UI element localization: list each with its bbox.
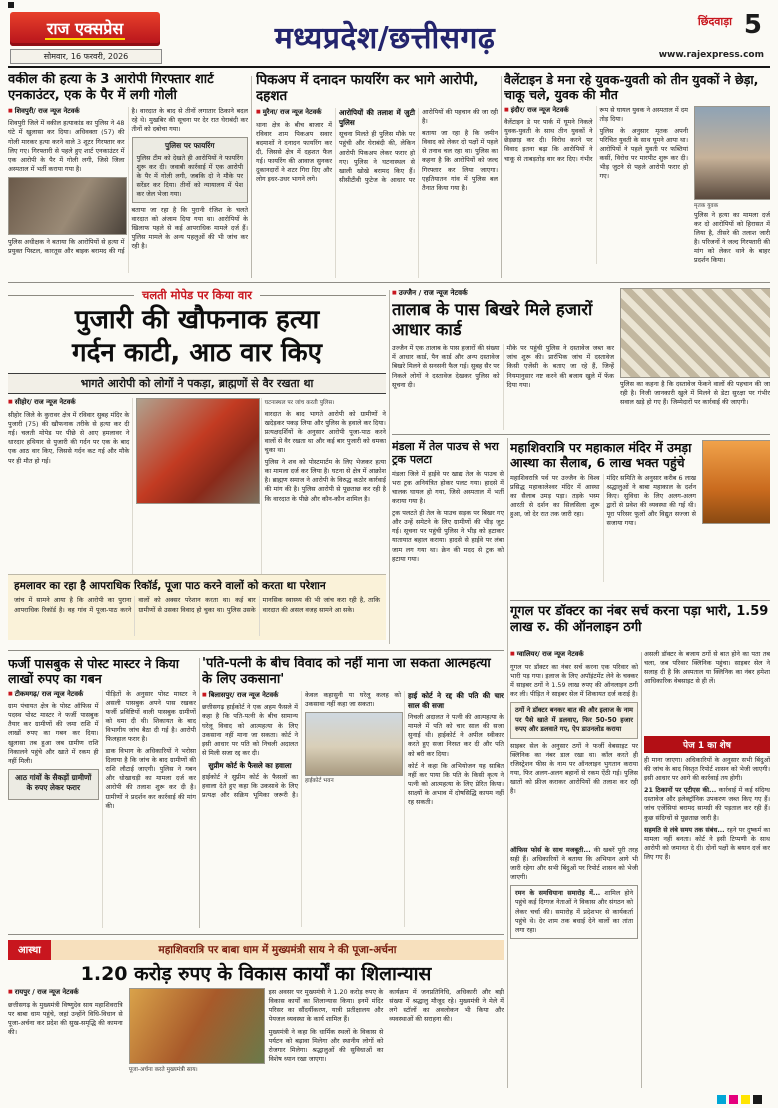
article-subhead: आरोपियों की तलाश में जुटी पुलिस: [339, 107, 415, 128]
article-paragraph: सीहोर जिले के कुरावर क्षेत्र में रविवार सुबह मंदिर के पुजारी (75) की खौफनाक तरीके से हत्या कर दी गई। चलती मोपेड पर पीछे से आए हमलावर ने धारदार हथियार से पुजारी की गर्दन पर एक के बाद एक आठ वार किए, जिससे गर्दन कट गई और मौके पर ही मौत हो गई।: [8, 411, 130, 465]
photo-column: [129, 988, 263, 1075]
article-paragraph: महाशिवरात्रि पर्व पर उज्जैन के विश्व प्रसिद्ध महाकालेश्वर मंदिर में आस्था का सैलाब उमड़ पड़ा। तड़के भस्म आरती से दर्शन का सिलसिला शुरू हुआ, जो देर रात तक जारी रहा।: [510, 473, 600, 518]
article-headline: वकील की हत्या के 3 आरोपी गिरफ्तार शार्ट एनकाउंटर, एक के पैर में लगी गोली: [8, 72, 214, 103]
article-paragraph: छत्तीसगढ़ हाईकोर्ट ने एक अहम फैसले में कहा है कि पति-पत्नी के बीच सामान्य घरेलू विवाद को आत्महत्या के लिए उकसाना नहीं माना जा सकता। कोर्ट ने इसी आधार पर पति को निचली अदालत से मिली सजा रद्द कर दी।: [202, 703, 298, 757]
section-rule: [8, 650, 504, 651]
section-rule: [8, 934, 504, 935]
brief-text: रहने पर दुष्कर्म का मामला नहीं बनता। कोर्ट ने इसी टिप्पणी के साथ आरोपी को जमानत दे दी। दोनों पक्षों के बयान दर्ज कर लिए गए हैं।: [644, 825, 770, 861]
continuation-brief: [644, 786, 770, 822]
magenta-print-mark: [729, 1095, 738, 1104]
infobox-text: पुलिस टीम को देखते ही आरोपियों ने फायरिंग शुरू कर दी। जवाबी कार्रवाई में एक आरोपी के पैर में गोली लगी, जबकि दो ने मौके पर सरेंडर कर दिया। तीनों को न्यायालय में पेश कर जेल भेजा गया।: [136, 153, 243, 198]
continuation-brief: [644, 826, 770, 862]
article-paragraph: सूचना मिलते ही पुलिस मौके पर पहुंची और घेराबंदी की, लेकिन आरोपी पिकअप लेकर फरार हो गए। पुलिस ने घटनास्थल से खाली खोखे बरामद किए हैं। सीसीटीवी फुटेज के आधार पर आरोपियों की पहचान की जा रही है।: [339, 107, 498, 184]
article-subhead: सुप्रीम कोर्ट के फैसले का हवाला: [208, 760, 292, 770]
brief-text: की खबरें पूरी तरह सही हैं। अधिकारियों ने बताया कि अभियान आगे भी जारी रहेगा और सभी बिंदुओं पर रिपोर्ट शासन को भेजी जाएगी।: [510, 846, 638, 882]
column-rule: [641, 652, 642, 1088]
article-cm-foundation: [8, 940, 504, 1098]
scattered-cards-photo: [620, 288, 770, 378]
photo-column: [694, 106, 770, 266]
article-pickup-firing: [256, 72, 498, 280]
page-number: 5: [743, 10, 762, 40]
article-headline: वैलेंटाइन डे मना रहे युवक-युवती को तीन युवकों ने छेड़ा, चाकू चले, युवक की मौत: [504, 72, 759, 103]
column-rule: [251, 76, 252, 278]
article-subhead: हाई कोर्ट ने रद्द की पति की चार साल की सजा: [408, 690, 504, 710]
highlight-box-title: हमलावर का रहा है आपराधिक रिकॉर्ड, पूजा पाठ करने वालों को करता था परेशान: [14, 580, 326, 593]
article-paragraph: निचली अदालत ने पत्नी की आत्महत्या के मामले में पति को चार साल की सजा सुनाई थी। हाईकोर्ट ने अपील स्वीकार करते हुए सजा निरस्त कर दी और पति को बरी कर दिया।: [408, 713, 504, 758]
dateline: ■ शिवपुरी/ राज न्यूज नेटवर्क: [8, 107, 125, 117]
page1-continuation-right: [644, 736, 770, 1088]
article-paragraph: पुलिस ने शव को पोस्टमार्टम के लिए भेजकर हत्या का मामला दर्ज कर लिया है। घटना से क्षेत्र में आक्रोश है। ब्राह्मण समाज ने आरोपी के विरुद्ध कठोर कार्रवाई की मांग की है। पुलिस आरोपी से पूछताछ कर रही है कि वारदात के पीछे और कौन-कौन शामिल है।: [264, 458, 386, 503]
brief-lead: सहमति से लंबे समय तक संबंध...: [644, 825, 725, 834]
firing-infobox: [132, 137, 249, 203]
incident-photo: [136, 398, 259, 504]
infobox-title: पुलिस पर फायरिंग: [165, 141, 215, 150]
dateline: ■ ग्वालियर/ राज न्यूज नेटवर्क: [510, 650, 638, 660]
kicker: चलती मोपेड पर किया वार: [8, 288, 386, 303]
article-google-fraud-col1: [510, 650, 638, 842]
article-highcourt-ruling: [202, 656, 504, 930]
article-headline-line2: गर्दन काटी, आठ वार किए: [71, 337, 323, 368]
logo-text: राज एक्सप्रेस: [46, 19, 124, 38]
article-headline-line1: पुजारी की खौफनाक हत्या: [74, 305, 320, 335]
dateline: ■ सीहोर/ राज न्यूज नेटवर्क: [8, 398, 129, 408]
article-paragraph: पुलिस अधीक्षक ने बताया कि आरोपियों से हत्या में प्रयुक्त पिस्टल, कारतूस और बाइक बरामद की गई है। वारदात के बाद से तीनों लगातार ठिकाने बदल रहे थे। मुखबिर की सूचना पर देर रात घेराबंदी कर तीनों को दबोचा गया।: [8, 106, 248, 256]
column-rule: [507, 438, 508, 1088]
article-headline: गूगल पर डॉक्टर का नंबर सर्च करना पड़ा भारी, 1.59 लाख रु. की ऑनलाइन ठगी: [510, 604, 769, 635]
temple-crowd-photo: [702, 440, 770, 524]
article-paragraph: इस अवसर पर मुख्यमंत्री ने 1.20 करोड़ रुपए के विकास कार्यों का शिलान्यास किया। इनमें मंदिर परिसर का सौंदर्यीकरण, यात्री प्रतीक्षालय और पेयजल व्यवस्था के कार्य शामिल हैं।: [268, 988, 384, 1024]
brief-lead: ऑफिस फोर्स के साथ मजबूती...: [510, 846, 591, 854]
cm-puja-photo: [129, 988, 265, 1064]
article-paragraph: पुलिस का कहना है कि दस्तावेज फेंकने वालों की पहचान की जा रही है। निजी जानकारी खुले में मिलने से डेटा सुरक्षा पर गंभीर सवाल खड़े हो गए हैं। जिम्मेदारों पर कार्रवाई की जाएगी।: [620, 380, 770, 407]
dateline: ■ उज्जैन / राज न्यूज नेटवर्क: [392, 288, 614, 298]
article-paragraph: उज्जैन में एक तालाब के पास हजारों की संख्या में आधार कार्ड, पैन कार्ड और अन्य दस्तावेज बिखरे मिलने से सनसनी फैल गई। सुबह सैर पर निकले लोगों ने दस्तावेज देखकर पुलिस को सूचना दी।: [392, 344, 500, 389]
fraud-summary-box: [8, 769, 99, 800]
dateline: ■ इंदौर/ राज न्यूज नेटवर्क: [504, 106, 593, 116]
article-headline: पिकअप में दनादन फायरिंग कर भागे आरोपी, दहशत: [256, 72, 479, 105]
article-headline: 1.20 करोड़ रुपए के विकास कार्यों का शिलान्यास: [80, 963, 432, 985]
section-rule: [392, 434, 770, 435]
article-deck: भागते आरोपी को लोगों ने पकड़ा, ब्राह्मणों से वैर रखता था: [8, 373, 386, 394]
article-paragraph: वारदात के बाद भागते आरोपी को ग्रामीणों ने खदेड़कर पकड़ लिया और पुलिस के हवाले कर दिया। प्रत्यक्षदर्शियों के अनुसार आरोपी पूजा-पाठ करने वालों से वैर रखता था और कई बार पुजारी को धमका चुका था।: [264, 409, 386, 455]
cyan-print-mark: [717, 1095, 726, 1104]
section-rule: [510, 600, 770, 601]
photo-column: [620, 288, 770, 430]
article-paragraph: गूगल पर डॉक्टर का नंबर सर्च करना एक परिवार को भारी पड़ गया। इलाज के लिए अपॉइंटमेंट लेने के चक्कर में साइबर ठगों ने 1.59 लाख रुपए की ऑनलाइन ठगी कर ली। पीड़ित ने साइबर सेल में शिकायत दर्ज कराई है।: [510, 662, 638, 698]
continuation-label: पेज 1 का शेष: [644, 736, 770, 753]
article-paragraph: डाक विभाग के अधिकारियों ने भरोसा दिलाया है कि जांच के बाद ग्रामीणों की राशि लौटाई जाएगी। पुलिस ने गबन और धोखाधड़ी का मामला दर्ज कर आरोपी की तलाश शुरू कर दी है। ग्रामीणों ने प्रदर्शन कर कार्रवाई की मांग की।: [105, 747, 196, 810]
article-google-fraud-col2: [644, 650, 770, 732]
website-url: www.rajexpress.com: [658, 50, 764, 60]
brief-lead: 21 ठिकानों पर एटीएस की...: [644, 786, 717, 795]
continuation-brief: [510, 846, 638, 882]
article-paragraph: हाईकोर्ट ने सुप्रीम कोर्ट के फैसलों का हवाला देते हुए कहा कि उकसावे के लिए प्रत्यक्ष और सक्रिय भूमिका जरूरी है। केवल कहासुनी या घरेलू कलह को उकसावा नहीं कहा जा सकता।: [202, 690, 401, 800]
black-print-mark: [753, 1095, 762, 1104]
article-paragraph: पुलिस के अनुसार मृतक अपनी परिचित युवती के साथ घूमने आया था। आरोपियों ने पहले युवती पर फब्तियां कसीं, विरोध पर मारपीट शुरू कर दी। भीड़ जुटने से पहले आरोपी फरार हो गए।: [599, 126, 688, 181]
section-rule: [8, 282, 770, 283]
article-headline: फर्जी पासबुक से पोस्ट मास्टर ने किया लाखों रुपए का गबन: [8, 656, 179, 687]
article-valentine-murder: [504, 72, 770, 280]
brief-text: कार्रवाई में कई संदिग्ध दस्तावेज और इलेक्ट्रॉनिक उपकरण जब्त किए गए हैं। जांच एजेंसियां बरामद सामग्री की पड़ताल कर रही हैं। कुछ संदिग्धों से पूछताछ जारी है।: [644, 786, 770, 822]
article-headline: 'पति-पत्नी के बीच विवाद को नहीं माना जा सकता आत्महत्या के लिए उकसाना': [202, 656, 491, 687]
article-postmaster-fraud: [8, 656, 196, 930]
article-paragraph: मौके पर पहुंची पुलिस ने दस्तावेज जब्त कर जांच शुरू की। प्रारंभिक जांच में दस्तावेज किसी एजेंसी के बताए जा रहे हैं, जिन्हें नियमानुसार नष्ट करने की बजाय खुले में फेंक दिया गया।: [506, 344, 614, 389]
article-mahakal-temple: [510, 440, 770, 598]
article-paragraph: कोर्ट ने कहा कि अभियोजन यह साबित नहीं कर पाया कि पति के किसी कृत्य ने पत्नी को आत्महत्या के लिए प्रेरित किया। साक्ष्यों के अभाव में दोषसिद्धि कायम नहीं रह सकती।: [408, 761, 504, 806]
article-paragraph: साइबर सेल के अनुसार ठगों ने फर्जी वेबसाइट पर क्लिनिक का नंबर डाल रखा था। कॉल करते ही रजिस्ट्रेशन फीस के नाम पर ऑनलाइन भुगतान कराया गया, फिर अलग-अलग बहानों से रकम ऐंठी गई। पुलिस खातों को फ्रीज कराकर आरोपियों की तलाश कर रही है।: [510, 741, 638, 796]
article-paragraph: कार्यक्रम में जनप्रतिनिधि, अधिकारी और बड़ी संख्या में श्रद्धालु मौजूद रहे। मुख्यमंत्री ने मेले में लगे स्टॉलों का अवलोकन भी किया और व्यवस्थाओं की सराहना की।: [389, 988, 504, 1024]
article-headline: मंडला में तेल पाउच से भरा ट्रक पलटा: [392, 440, 499, 467]
article-paragraph: बताया जा रहा है कि पुरानी रंजिश के चलते वारदात को अंजाम दिया गया था। आरोपियों के खिलाफ पहले से कई आपराधिक मामले दर्ज हैं। पुलिस मामले के अन्य पहलुओं की भी जांच कर रही है।: [131, 205, 248, 251]
column-rule: [199, 658, 200, 928]
victim-photo: [694, 106, 770, 200]
article-headline: महाशिवरात्रि पर महाकाल मंदिर में उमड़ा आस्था का सैलाब, 6 लाख भक्त पहुंचे: [510, 440, 692, 471]
article-paragraph: छत्तीसगढ़ के मुख्यमंत्री विष्णुदेव साय महाशिवरात्रि पर बाबा धाम पहुंचे, जहां उन्होंने विधि-विधान से पूजा-अर्चना कर प्रदेश की सुख-समृद्धि की कामना की।: [8, 1000, 123, 1037]
court-building-photo: [305, 712, 403, 776]
photo-caption: मृतक युवक: [694, 202, 719, 209]
article-paragraph: थाना क्षेत्र के बीच बाजार में रविवार शाम पिकअप सवार बदमाशों ने दनादन फायरिंग कर दी, जिससे क्षेत्र में दहशत फैल गई। फायरिंग की आवाज सुनकर दुकानदारों ने शटर गिरा दिए और लोग इधर-उधर भागने लगे।: [256, 120, 332, 184]
article-lawyer-murder: [8, 72, 248, 280]
date-strip: सोमवार, 16 फरवरी, 2026: [10, 49, 162, 64]
article-oil-truck: [392, 440, 504, 646]
photo-caption: घटनास्थल पर जांच करती पुलिस।: [264, 400, 335, 407]
article-paragraph: ग्राम पंचायत क्षेत्र के पोस्ट ऑफिस में पदस्थ पोस्ट मास्टर ने फर्जी पासबुक तैयार कर ग्रामीणों की जमा राशि में लाखों रुपए का गबन कर दिया। खुलासा तब हुआ जब ग्रामीण राशि निकालने पहुंचे और खाते में रकम ही नहीं मिली।: [8, 702, 99, 765]
dateline: ■ टीकमगढ़/ राज न्यूज नेटवर्क: [8, 690, 99, 700]
highlight-box: [8, 574, 386, 640]
dateline: ■ बिलासपुर/ राज न्यूज नेटवर्क: [202, 691, 298, 701]
article-paragraph: बताया जा रहा है कि जमीन विवाद को लेकर दो पक्षों में पहले से तनाव चल रहा था। पुलिस का कहना है कि आरोपियों को जल्द गिरफ्तार कर लिया जाएगा। एहतियातन गांव में पुलिस बल तैनात किया गया है।: [422, 129, 498, 192]
brief-lead: रमन के समधियाना समारोह में...: [515, 889, 601, 898]
article-paragraph: पुलिस ने हत्या का मामला दर्ज कर दो आरोपियों को हिरासत में लिया है, तीसरे की तलाश जारी है। परिजनों ने जल्द गिरफ्तारी की मांग को लेकर थाने के बाहर प्रदर्शन किया।: [694, 210, 770, 264]
column-rule: [389, 290, 390, 644]
photo-column: [702, 440, 770, 582]
article-headline: तालाब के पास बिखरे मिले हजारों आधार कार्ड: [392, 300, 593, 340]
crime-scene-photo: [8, 177, 127, 235]
dateline: ■ रायपुर / राज न्यूज नेटवर्क: [8, 988, 123, 998]
section-label: आस्था: [8, 940, 51, 960]
continuation-brief-box: [510, 885, 638, 938]
continuation-paragraph: ही माना जाएगा। अधिकारियों के अनुसार सभी बिंदुओं की जांच के बाद विस्तृत रिपोर्ट शासन को भेजी जाएगी। इसी आधार पर आगे की कार्रवाई तय होगी।: [644, 756, 770, 783]
article-paragraph: शिवपुरी जिले में वकील हत्याकांड का पुलिस ने 48 घंटे में खुलासा कर दिया। अधिवक्ता (57) की गोली मारकर हत्या करने वाले 3 शूटर गिरफ्तार कर लिए गए। गिरफ्तारी से पहले हुए शार्ट एनकाउंटर में एक आरोपी के पैर में गोली लगी, जिसे जिला अस्पताल में भर्ती कराया गया है।: [8, 119, 125, 173]
fraud-infobox: ठगों ने डॉक्टर बनकर बात की और इलाज के नाम पर पैसे खाते में डलवाए, फिर 50-50 हजार रुपए और डलवाते गए, ऐप डाउनलोड कराया: [510, 702, 638, 739]
dateline: ■ मुरैना/ राज न्यूज नेटवर्क: [256, 108, 332, 118]
infobox-text: आठ गांवों के सैकड़ों ग्रामीणों के रुपए लेकर फरार: [15, 772, 92, 793]
article-paragraph: मुख्यमंत्री ने कहा कि धार्मिक स्थलों के विकास से पर्यटन को बढ़ावा मिलेगा और स्थानीय लोगों को रोजगार मिलेगा। श्रद्धालुओं की सुविधाओं का विशेष ध्यान रखा जाएगा।: [268, 1027, 384, 1063]
article-paragraph: मंडला जिले में हाईवे पर खाद्य तेल के पाउच से भरा ट्रक अनियंत्रित होकर पलट गया। हादसे में चालक घायल हो गया, जिसे अस्पताल में भर्ती कराया गया है।: [392, 469, 504, 506]
edition-name: छिंदवाड़ा: [697, 15, 732, 28]
yellow-print-mark: [741, 1095, 750, 1104]
page1-continuation-left: [510, 846, 638, 1088]
newspaper-logo: [10, 12, 160, 46]
photo-caption: हाईकोर्ट भवन: [305, 777, 334, 784]
article-paragraph: वैलेंटाइन डे पर पार्क में घूमने निकले युवक-युवती के साथ तीन युवकों ने छेड़छाड़ कर दी। विरोध करने पर विवाद इतना बढ़ा कि आरोपियों ने चाकू से ताबड़तोड़ वार कर दिए। गंभीर रूप से घायल युवक ने अस्पताल में दम तोड़ दिया।: [504, 105, 688, 163]
article-priest-murder: [8, 288, 386, 646]
article-aadhaar-cards: [392, 288, 770, 430]
article-paragraph: पीड़ितों के अनुसार पोस्ट मास्टर ने असली पासबुक अपने पास रखकर फर्जी प्रविष्टियों वाली पासबुक ग्रामीणों को थमा दी थी। शिकायत के बाद विभागीय जांच बैठा दी गई है। आरोपी फिलहाल फरार है।: [105, 689, 196, 743]
strip-headline: महाशिवरात्रि पर बाबा धाम में मुख्यमंत्री साय ने की पूजा-अर्चना: [51, 940, 504, 960]
brief-text: शामिल होने पहुंचे कई दिग्गज नेताओं ने विकास और संगठन को लेकर चर्चा की। समारोह में प्रदेशभर से कार्यकर्ता पहुंचे थे। देर शाम तक बधाई देने वालों का तांता लगा रहा।: [515, 889, 633, 934]
article-paragraph: मंदिर समिति के अनुसार करीब 6 लाख श्रद्धालुओं ने बाबा महाकाल के दर्शन किए। सुविधा के लिए अलग-अलग द्वारों से प्रवेश की व्यवस्था की गई थी। पूरा परिसर फूलों और विद्युत सज्जा से सजाया गया।: [606, 473, 696, 527]
header-rule: [8, 66, 770, 68]
article-google-fraud-headline: [510, 604, 770, 646]
column-rule: [501, 76, 502, 278]
masthead-title: मध्यप्रदेश/छत्तीसगढ़: [274, 21, 496, 56]
photo-caption: पूजा-अर्चना करते मुख्यमंत्री साय।: [128, 1067, 198, 1074]
article-paragraph: असली डॉक्टर के बजाय ठगों से बात होने का पता तब चला, जब परिवार क्लिनिक पहुंचा। साइबर सेल ने सलाह दी है कि अस्पताल या क्लिनिक का नंबर हमेशा आधिकारिक वेबसाइट से ही लें।: [644, 650, 770, 686]
article-paragraph: ट्रक पलटते ही तेल के पाउच सड़क पर बिखर गए और उन्हें समेटने के लिए ग्रामीणों की भीड़ जुट गई। सूचना पर पहुंची पुलिस ने भीड़ को हटाकर यातायात बहाल कराया। हादसे से हाईवे पर लंबा जाम लग गया था। क्रेन की मदद से ट्रक को हटाया गया।: [392, 509, 504, 563]
highlight-box-text: जांच में सामने आया है कि आरोपी का पुराना आपराधिक रिकॉर्ड है। वह गांव में पूजा-पाठ करने वालों को अक्सर परेशान करता था। कई बार ग्रामीणों से उसका विवाद हो चुका था। पुलिस उसके मानसिक स्वास्थ्य की भी जांच करा रही है, ताकि वारदात की असल वजह सामने आ सके।: [14, 596, 380, 614]
registration-mark: [8, 2, 14, 8]
